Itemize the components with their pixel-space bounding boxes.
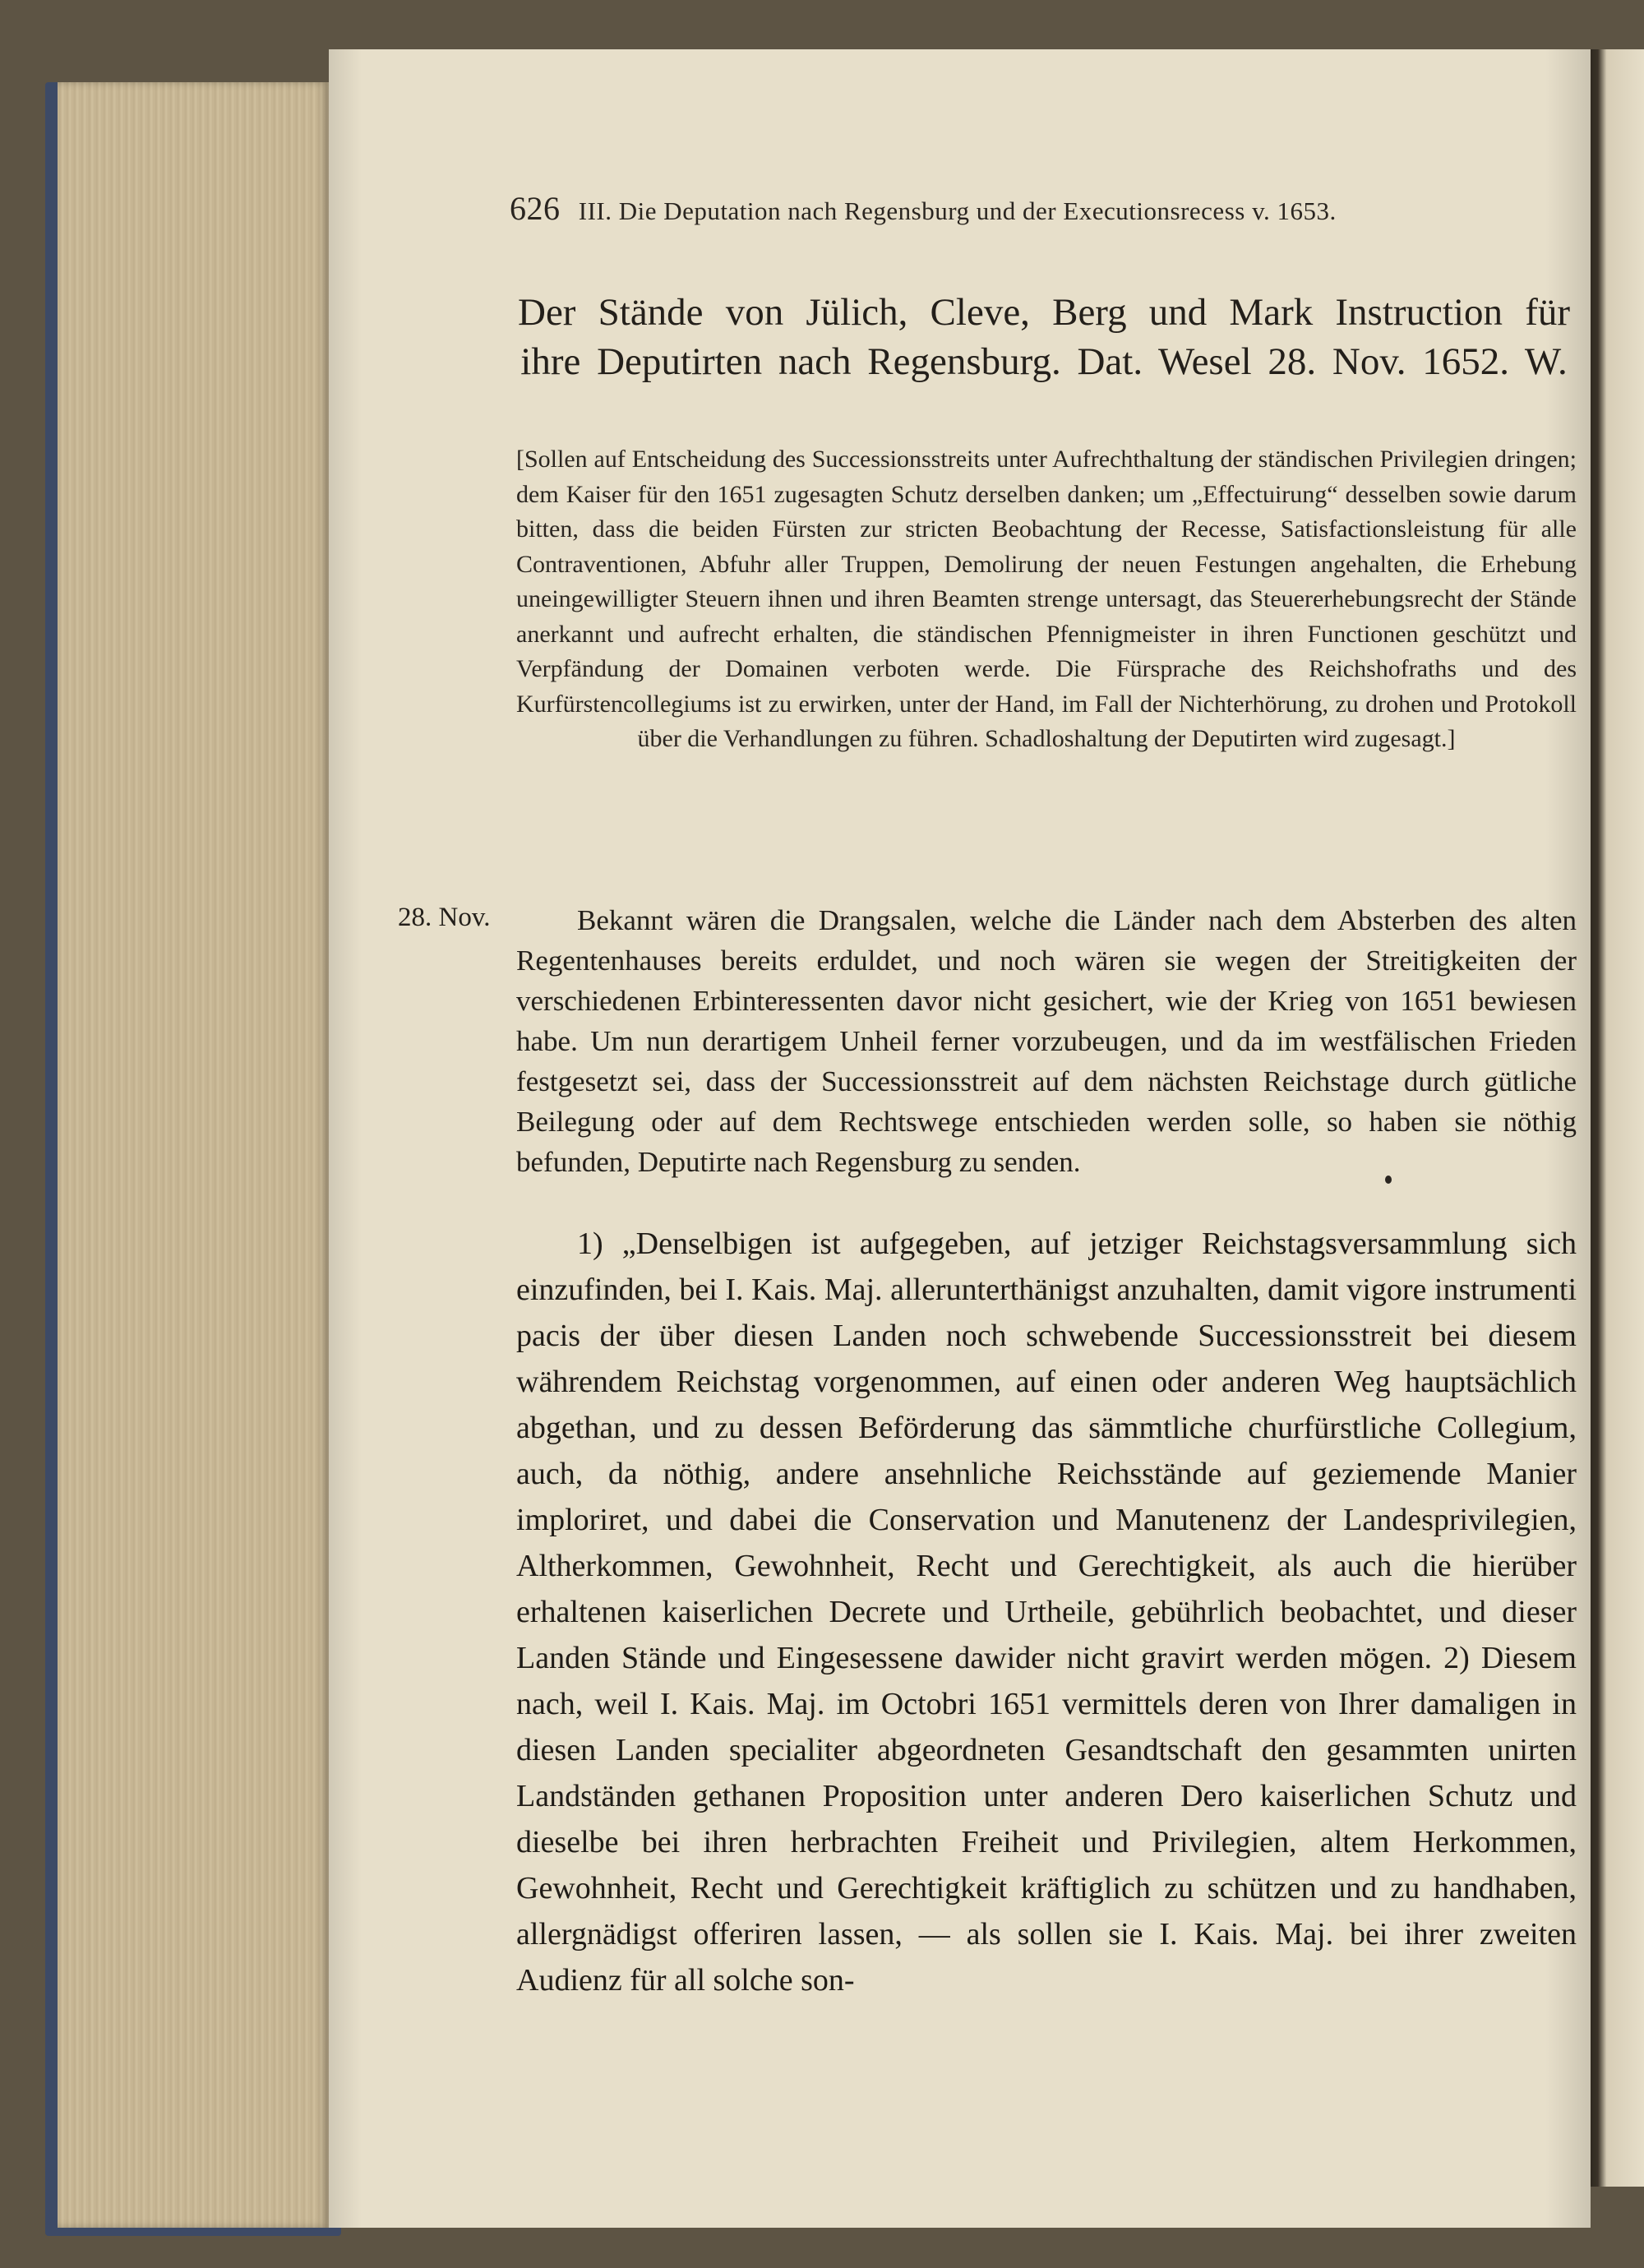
page-number: 626 xyxy=(510,190,561,227)
page-block-edges xyxy=(58,82,329,2228)
ink-speck xyxy=(1385,1176,1392,1184)
intro-paragraph: Bekannt wären die Drangsalen, welche die Länder nach dem Absterben des alten Regentenhauses bereits erduldet, und noch wären sie wegen der Streitigkeiten der verschiedenen Erbinteressenten davor nicht gesichert, wie der Krieg von 1651 bewiesen habe. Um nun derartigem Unheil ferner vorzubeugen, und da im westfälischen Frieden festgesetzt sei, dass der Successionsstreit auf dem nächsten Reichstage durch gütliche Beilegung oder auf dem Rechtswege entschieden werden solle, so haben sie nöthig befunden, Deputirte nach Regensburg zu senden. xyxy=(516,904,1577,1178)
body-paragraph: 1) „Denselbigen ist aufgegeben, auf jetziger Reichstagsversammlung sich einzufinden, bei I. Kais. Maj. allerunterthänigst anzuhalten, damit vigore instrumenti pacis der über diesen Landen noch schwebende Successionsstreit bei diesem währendem Reichstag vorgenommen, auf einen oder anderen Weg hauptsächlich abgethan, und zu dessen Beförderung das sämmtliche churfürstliche Collegium, auch, da nöthig, andere ansehnliche Reichsstände auf geziemende Manier imploriret, und dabei die Conservation und Manutenenz der Landesprivilegien, Altherkommen, Gewohnheit, Recht und Gerechtigkeit, als auch die hierüber erhaltenen kaiserlichen Decrete und Urtheile, gebührlich beobachtet, und dieser Landen Stände und Eingesessene dawider nicht gravirt werden mögen. 2) Diesem nach, weil I. Kais. Maj. im Octobri 1651 vermittels deren von Ihrer damaligen in diesen Landen specialiter abgeordneten Gesandtschaft den gesammten unirten Landständen gethanen Proposition unter anderen Dero kaiserlichen Schutz und dieselbe bei ihren herbrachten Freiheit und Privilegien, altem Herkommen, Gewohnheit, Recht und Gerechtigkeit kräftiglich zu schützen und zu handhaben, allergnädigst offeriren lassen, — als sollen sie I. Kais. Maj. bei ihrer zweiten Audienz für all solche son- xyxy=(516,1226,1577,1998)
running-head xyxy=(510,189,1578,228)
summary-paragraph: [Sollen auf Entscheidung des Successionsstreits unter Aufrechthaltung der ständischen Privilegien dringen; dem Kaiser für den 1651 zugesagten Schutz derselben danken; um „Effectuirung“ desselben sowie darum bitten, dass die beiden Fürsten zur stricten Beobachtung der Recesse, Satisfactionsleistung für alle Contraventionen, Abfuhr aller Truppen, Demolirung der neuen Festungen angehalten, die Erhebung uneingewilligter Steuern ihnen und ihren Beamten strenge untersagt, das Steuererhebungsrecht der Stände anerkannt und aufrecht erhalten, die ständischen Pfennigmeister in ihren Functionen geschützt und Verpfändung der Domainen verboten werde. Die Fürsprache des Reichshofraths und des Kurfürstencollegiums ist zu erwirken, unter der Hand, im Fall der Nichterhörung, zu drohen und Protokoll über die Verhandlungen zu führen. Schadloshaltung der Deputirten wird zugesagt.] xyxy=(516,446,1577,752)
book-page xyxy=(329,49,1591,2228)
running-head-text: III. Die Deputation nach Regensburg und der Executionsrecess v. 1653. xyxy=(578,196,1337,225)
margin-date: 28. Nov. xyxy=(398,903,491,932)
document-title: Der Stände von Jülich, Cleve, Berg und Mark Instruction für ihre Deputirten nach Regensburg. Dat. Wesel 28. Nov. 1652. W. xyxy=(518,291,1570,383)
facing-page-edge xyxy=(1586,49,1644,2187)
